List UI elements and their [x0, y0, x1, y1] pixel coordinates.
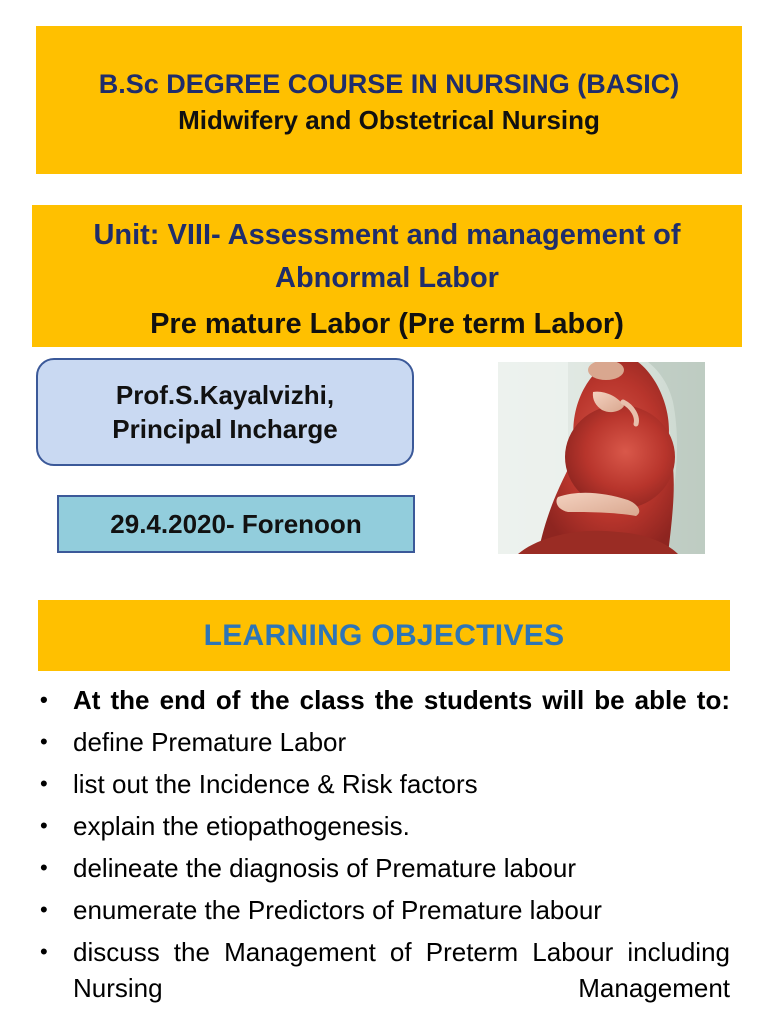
- list-item: [0, 808, 768, 844]
- list-item-text: discuss the Management of Preterm Labour including Nursing Management: [73, 937, 730, 1003]
- course-title: B.Sc DEGREE COURSE IN NURSING (BASIC): [98, 69, 680, 99]
- pregnant-woman-photo: [498, 362, 705, 554]
- date-box: [57, 495, 415, 553]
- list-item: [0, 934, 768, 1006]
- list-item-text: define Premature Labor: [73, 727, 347, 757]
- objectives-intro: [0, 682, 768, 718]
- objectives-heading-box: [38, 600, 730, 671]
- list-item: [0, 850, 768, 886]
- bullet-icon: •: [40, 687, 48, 712]
- objectives-list: [0, 682, 768, 1012]
- bullet-icon: •: [40, 897, 48, 922]
- bullet-icon: •: [40, 855, 48, 880]
- bullet-icon: •: [40, 771, 48, 796]
- list-item: [0, 766, 768, 802]
- course-subtitle: Midwifery and Obstetrical Nursing: [178, 105, 600, 135]
- list-item-text: delineate the diagnosis of Premature labour: [73, 853, 576, 883]
- list-item-text: list out the Incidence & Risk factors: [73, 769, 478, 799]
- date-text: 29.4.2020- Forenoon: [110, 508, 362, 539]
- course-header: [36, 26, 742, 174]
- list-item: [0, 892, 768, 928]
- bullet-icon: •: [40, 939, 48, 964]
- objectives-heading: LEARNING OBJECTIVES: [203, 618, 565, 652]
- bullet-icon: •: [40, 729, 48, 754]
- unit-title: Unit: VIII- Assessment and management of Abnormal Labor: [93, 219, 681, 294]
- author-name: Prof.S.Kayalvizhi,: [115, 380, 335, 410]
- list-item-text: enumerate the Predictors of Premature labour: [73, 895, 602, 925]
- list-item-text: explain the etiopathogenesis.: [73, 811, 410, 841]
- unit-header: [32, 205, 742, 347]
- author-role: Principal Incharge: [112, 414, 338, 444]
- unit-topic: Pre mature Labor (Pre term Labor): [150, 308, 624, 340]
- objectives-intro-text: At the end of the class the students will be able to:: [73, 685, 730, 715]
- list-item: [0, 724, 768, 760]
- author-box: [36, 358, 414, 466]
- bullet-icon: •: [40, 813, 48, 838]
